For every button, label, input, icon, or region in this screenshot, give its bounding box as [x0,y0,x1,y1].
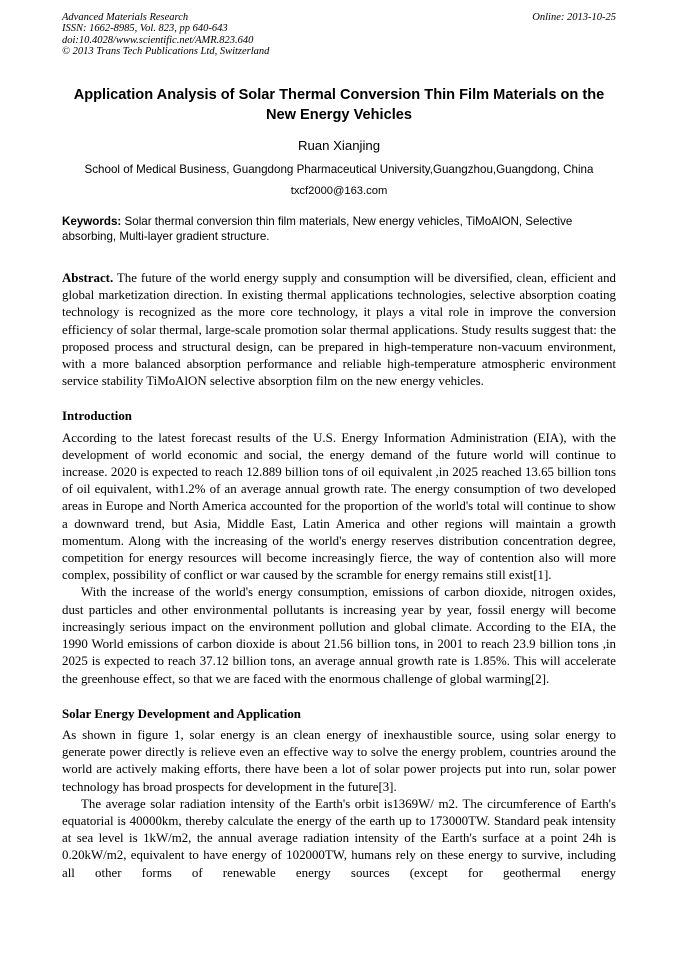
issn-line: ISSN: 1662-8985, Vol. 823, pp 640-643 [62,23,228,35]
doi-line: doi:10.4028/www.scientific.net/AMR.823.640 [62,34,254,46]
journal-name: Advanced Materials Research [62,12,189,23]
paragraph: According to the latest forecast results of the U.S. Energy Information Administration (EIA), with the development of world economic and social, the energy demand of the future world will continue to increase. 2020 is expected to reach 12.889 billion tons of oil equivalent ,in 2025 reached 13.65 billion tons of oil equivalent, with1.2% of an average annual growth rate. The energy consumption of two developed areas in Europe and North America accounted for the proportion of the world's total will continue to show a downward trend, but Asia, Middle East, Latin America and other regions will maintain a growth momentum. Along with the increasing of the world's energy reserves distribution concentration degree, competition for energy resources will become increasingly fierce, the way of contention also will more complex, possibility of conflict or war caused by the scramble for energy remains still exist[1]. [62,430,616,583]
paragraph: With the increase of the world's energy consumption, emissions of carbon dioxide, nitrogen oxides, dust particles and other environmental pollutants is increasing year by year, fossil energy will become increasingly serious impact on the environment pollution and global climate. According to the EIA, the 1990 World emissions of carbon dioxide is about 21.56 billion tons, in 2001 to reach 23.9 billion tons ,in 2025 is expected to reach 37.12 billion tons, an average annual growth rate is 1.85%. This will accelerate the greenhouse effect, so that we are faced with the enormous challenge of global warming[2]. [62,585,616,686]
abstract-text: The future of the world energy supply and consumption will be diversified, clean, efficient and global marketization direction. In existing thermal applications technologies, selective absorption coating technology is recognized as the more core technology, it plays a vital role in improve the conversion efficiency of solar thermal, large-scale promotion solar thermal applications. Study results suggest that: the proposed process and structural design, can be prepared in high-temperature non-vacuum environment, with a more balanced absorption performance and reliable high-temperature atmospheric environment service stability TiMoAlON selective absorption film on the new energy vehicles. [62,271,616,389]
author-name: Ruan Xianjing [297,137,381,153]
section-heading-introduction: Introduction [62,409,132,424]
online-date: Online: 2013-10-25 [532,12,616,23]
paper-title: Application Analysis of Solar Thermal Conversion Thin Film Materials on the New Energy Vehicles [73,86,605,123]
paragraph: The average solar radiation intensity of the Earth's orbit is1369W/ m2. The circumference of Earth's equatorial is 40000km, thereby calculate the energy of the earth up to 173000TW. Standard peak intensity at sea level is 1kW/m2, the annual average radiation intensity of the Earth's surface at a point 24h is 0.20kW/m2, equivalent to have energy of 102000TW, humans rely on these energy to survive, including all other forms of renewable energy sources (except for geothermal energy [62,796,616,880]
keywords-label: Keywords: [62,214,122,228]
author-affiliation: School of Medical Business, Guangdong Pharmaceutical University,Guangzhou,Guangdong, China [84,162,594,176]
author-email: txcf2000@163.com [290,184,388,197]
copyright-line: © 2013 Trans Tech Publications Ltd, Switzerland [62,46,270,58]
section-heading-solar-energy: Solar Energy Development and Application [62,706,301,721]
keywords-text: Solar thermal conversion thin film materials, New energy vehicles, TiMoAlON, Selective absorbing, Multi-layer gradient structure. [62,214,573,243]
journal-header [62,12,616,58]
keywords-block [62,214,616,244]
abstract-label: Abstract. [62,271,114,286]
paragraph: As shown in figure 1, solar energy is an clean energy of inexhaustible source, using solar energy to generate power directly is relieve even an effective way to solve the energy problem, countries around the world are actively making efforts, there have been a lot of solar power projects put into run, solar power technology has broad prospects for development in the future[3]. [62,727,616,794]
abstract-block [62,270,616,390]
